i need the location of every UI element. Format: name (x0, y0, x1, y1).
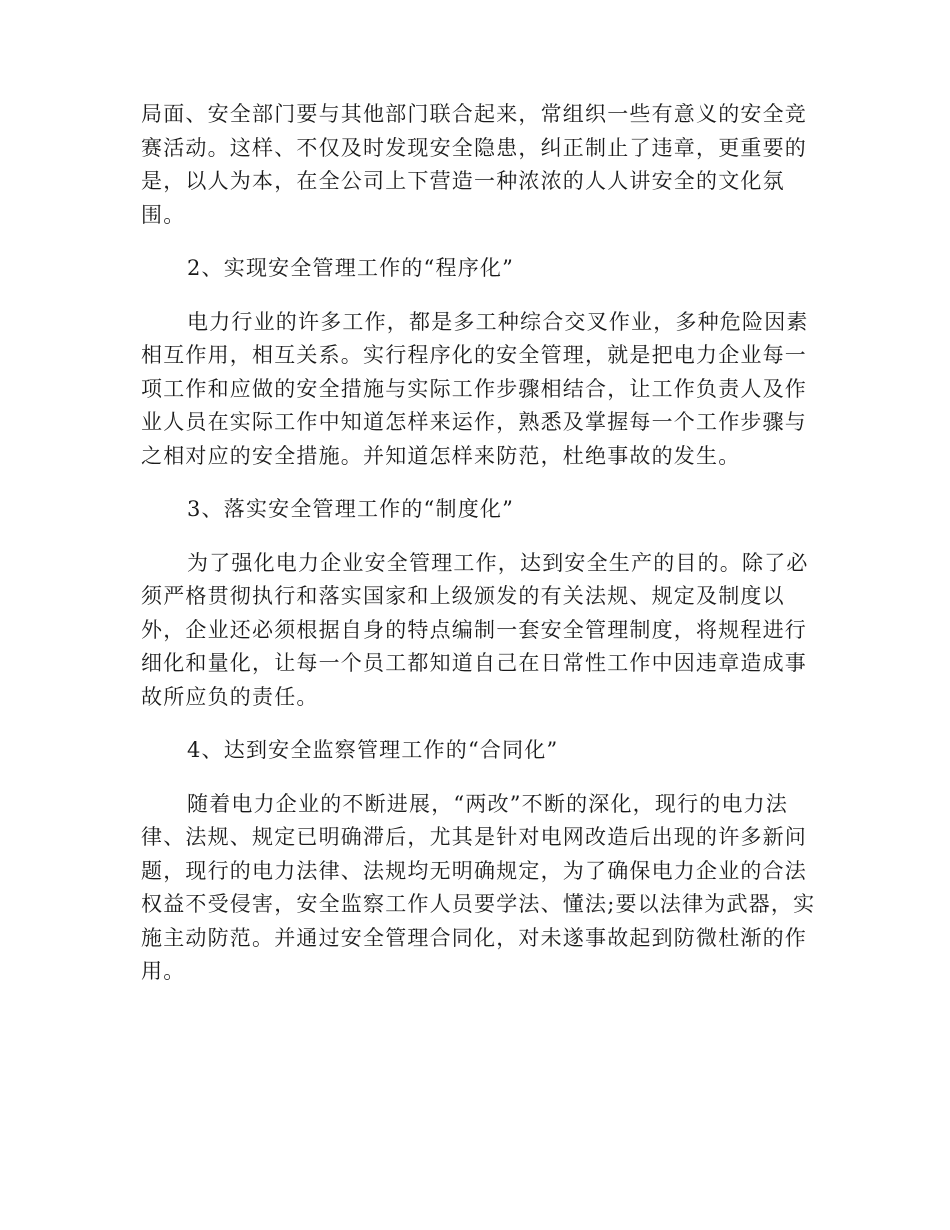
paragraph-contractual (141, 788, 816, 989)
text-line: 赛活动。这样、不仅及时发现安全隐患，纠正制止了违章，更重要的 (141, 135, 807, 160)
text-line: 权益不受侵害，安全监察工作人员要学法、懂法;要以法律为武器，实 (141, 892, 816, 916)
paragraph-institutional (141, 547, 809, 715)
text-line: 用。 (141, 959, 186, 983)
section-heading-3: 3、落实安全管理工作的“制度化” (187, 497, 515, 521)
text-line: 细化和量化，让每一个员工都知道自己在日常性工作中因违章造成事 (141, 651, 807, 675)
section-heading-4: 4、达到安全监察管理工作的“合同化” (187, 738, 559, 762)
text-line: 相互作用，相互关系。实行程序化的安全管理，就是把电力企业每一 (141, 343, 807, 367)
text-line: 律、法规、规定已明确滞后，尤其是针对电网改造后出现的许多新问 (141, 825, 807, 849)
paragraph-procedural (141, 306, 809, 474)
section-heading-2: 2、实现安全管理工作的“程序化” (187, 256, 515, 280)
text-line: 局面、安全部门要与其他部门联合起来，常组织一些有意义的安全竞 (141, 102, 807, 126)
text-line: 电力行业的许多工作，都是多工种综合交叉作业，多种危险因素 (187, 309, 809, 334)
text-line: 是，以人为本，在全公司上下营造一种浓浓的人人讲安全的文化氛 (141, 169, 785, 193)
text-line: 题，现行的电力法律、法规均无明确规定，为了确保电力企业的合法 (141, 858, 807, 883)
text-line: 外，企业还必须根据自身的特点编制一套安全管理制度，将规程进行 (141, 617, 807, 642)
text-line: 随着电力企业的不断进展，“两改”不断的深化，现行的电力法 (187, 791, 789, 816)
text-line: 围。 (141, 202, 186, 227)
paragraph-intro (141, 98, 809, 232)
text-line: 业人员在实际工作中知道怎样来运作，熟悉及掌握每一个工作步骤与 (141, 410, 807, 434)
document-body (141, 98, 816, 1009)
text-line: 为了强化电力企业安全管理工作，达到安全生产的目的。除了必 (187, 550, 809, 575)
text-line: 项工作和应做的安全措施与实际工作步骤相结合，让工作负责人及作 (141, 376, 807, 401)
text-line: 须严格贯彻执行和落实国家和上级颁发的有关法规、规定及制度以 (141, 584, 785, 608)
text-line: 故所应负的责任。 (141, 684, 319, 709)
text-line: 施主动防范。并通过安全管理合同化，对未遂事故起到防微杜渐的作 (141, 925, 807, 950)
text-line: 之相对应的安全措施。并知道怎样来防范，杜绝事故的发生。 (141, 443, 741, 468)
